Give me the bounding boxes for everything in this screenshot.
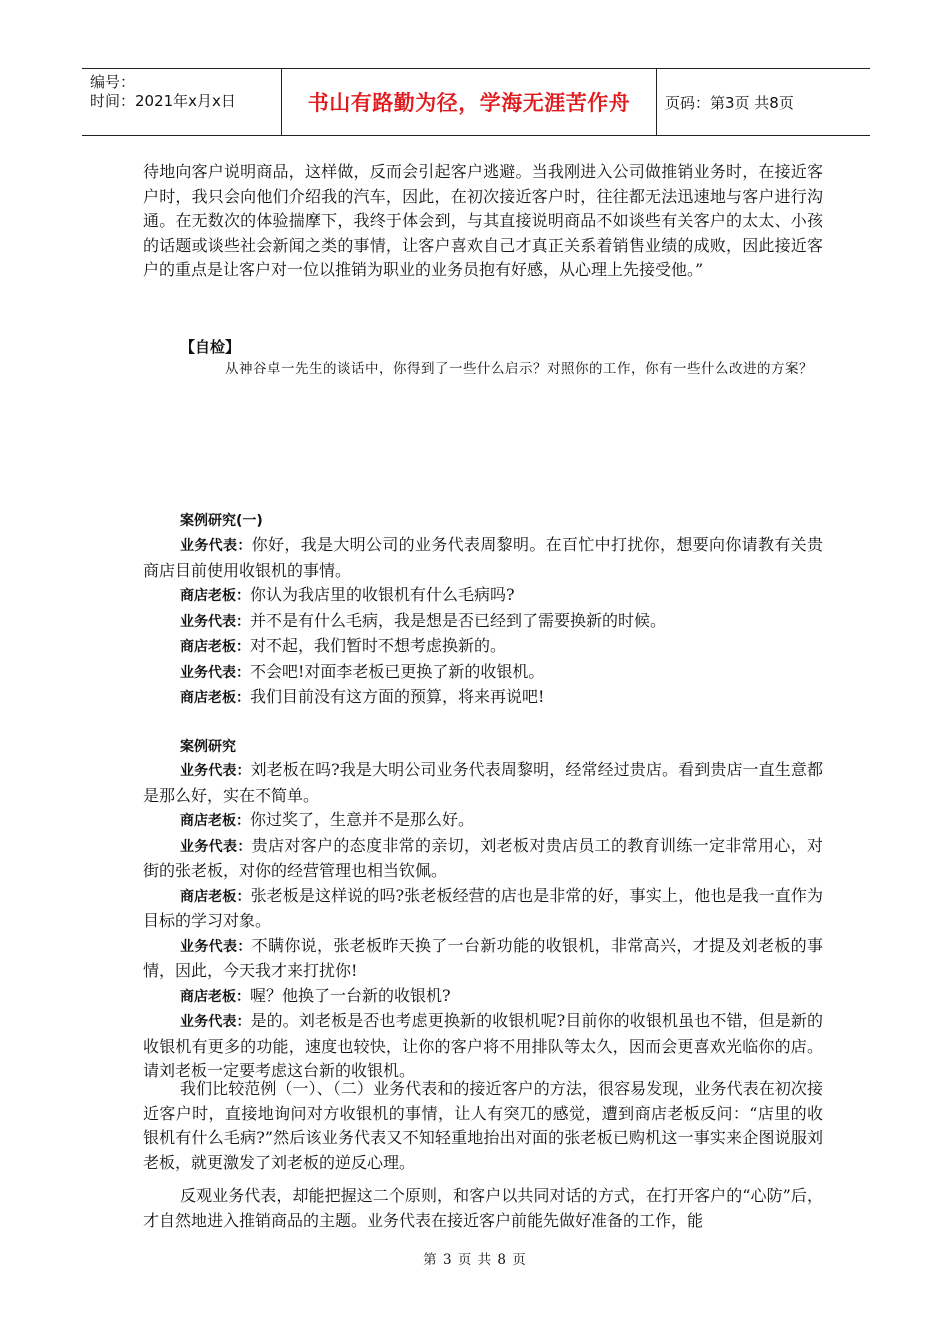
document-number: 编号： <box>90 73 136 91</box>
intro-paragraph: 待地向客户说明商品，这样做，反而会引起客户逃避。当我刚进入公司做推销业务时，在接近客户时，我只会向他们介绍我的汽车，因此，在初次接近客户时，往往都无法迅速地与客户进行沟通。在无数次的体验揣摩下，我终于体会到，与其直接说明商品不如谈些有关客户的太太、小孩的话题或谈些社会新闻之类的事情，让客户喜欢自己才真正关系着销售业绩的成败，因此接近客户的重点是让客户对一位以推销为职业的业务员抱有好感，从心理上先接受他。” <box>143 162 823 279</box>
speaker-label: 业务代表： <box>180 613 250 630</box>
dialogue-line <box>143 634 823 660</box>
dialogue-text: 对不起，我们暂时不想考虑换新的。 <box>250 636 507 655</box>
dialogue-text: 刘老板在吗?我是大明公司业务代表周黎明，经常经过贵店。看到贵店一直生意都是那么好，实在不简单。 <box>143 760 823 805</box>
speaker-label: 业务代表： <box>180 664 250 681</box>
dialogue-line <box>143 583 823 609</box>
speaker-label: 商店老板： <box>180 813 250 829</box>
case2-dialogue <box>143 758 823 1084</box>
header-page-number: 页码：第3页 共8页 <box>665 93 794 112</box>
dialogue-line <box>143 984 823 1010</box>
dialogue-line <box>143 808 823 834</box>
speaker-label: 商店老板： <box>180 639 250 655</box>
document-date: 时间：2021年x月x日 <box>90 92 236 110</box>
dialogue-text: 你好，我是大明公司的业务代表周黎明。在百忙中打扰你，想要向你请教有关贵商店目前使用收银机的事情。 <box>143 535 823 580</box>
dialogue-line <box>143 1009 823 1084</box>
dialogue-line <box>143 758 823 808</box>
dialogue-text: 喔？他换了一台新的收银机? <box>250 985 451 1005</box>
speaker-label: 商店老板： <box>180 888 251 905</box>
dialogue-text: 是的。刘老板是否也考虑更换新的收银机呢?目前你的收银机虽也不错，但是新的收银机有更多的功能，速度也较快，让你的客户将不用排队等太久，因而会更喜欢光临你的店。请刘老板一定要考虑这台新的收银机。 <box>143 1011 823 1080</box>
header-motto: 书山有路勤为径，学海无涯苦作舟 <box>282 69 657 135</box>
speaker-label: 业务代表： <box>180 838 252 855</box>
dialogue-line <box>143 533 823 583</box>
dialogue-line <box>143 934 823 984</box>
dialogue-text: 你认为我店里的收银机有什么毛病吗? <box>250 585 515 604</box>
dialogue-text: 不瞒你说，张老板昨天换了一台新功能的收银机，非常高兴，才提及刘老板的事情，因此，今天我才来打扰你! <box>143 935 823 980</box>
dialogue-text: 你过奖了，生意并不是那么好。 <box>250 810 475 829</box>
speaker-label: 业务代表： <box>180 538 252 554</box>
document-header <box>82 68 870 136</box>
dialogue-line <box>143 609 823 635</box>
dialogue-text: 张老板是这样说的吗?张老板经营的店也是非常的好，事实上，他也是我一直作为目标的学习对象。 <box>143 885 823 930</box>
case2-title: 案例研究 <box>180 739 236 755</box>
speaker-label: 业务代表： <box>180 763 251 779</box>
speaker-label: 业务代表： <box>180 938 252 955</box>
speaker-label: 商店老板： <box>180 988 250 1005</box>
header-meta <box>82 69 282 135</box>
self-check-question: 从神谷卓一先生的谈话中，你得到了一些什么启示？对照你的工作，你有一些什么改进的方案？ <box>225 361 813 377</box>
dialogue-text: 我们目前没有这方面的预算，将来再说吧! <box>250 687 545 706</box>
self-check-title: 【自检】 <box>180 338 241 356</box>
dialogue-line <box>143 834 823 884</box>
speaker-label: 业务代表： <box>180 1014 251 1030</box>
case1-title: 案例研究(一) <box>180 513 263 529</box>
dialogue-line <box>143 660 823 686</box>
analysis-paragraph-1: 我们比较范例（一）、（二）业务代表和的接近客户的方法，很容易发现，业务代表在初次接近客户时，直接地询问对方收银机的事情，让人有突兀的感觉，遭到商店老板反问：“店里的收银机有什么毛病?”然后该业务代表又不知轻重地抬出对面的张老板已购机这一事实来企图说服刘老板，就更激发了刘老板的逆反心理。 <box>143 1079 823 1172</box>
analysis-paragraph-2: 反观业务代表，却能把握这二个原则，和客户以共同对话的方式，在打开客户的“心防”后，才自然地进入推销商品的主题。业务代表在接近客户前能先做好准备的工作，能 <box>143 1186 823 1230</box>
dialogue-line <box>143 884 823 934</box>
page-footer: 第 3 页 共 8 页 <box>423 1252 527 1268</box>
dialogue-line <box>143 685 823 711</box>
case1-dialogue <box>143 533 823 711</box>
dialogue-text: 并不是有什么毛病，我是想是否已经到了需要换新的时候。 <box>250 610 667 630</box>
speaker-label: 商店老板： <box>180 690 250 706</box>
speaker-label: 商店老板： <box>180 588 250 604</box>
dialogue-text: 不会吧!对面李老板已更换了新的收银机。 <box>250 661 545 681</box>
dialogue-text: 贵店对客户的态度非常的亲切，刘老板对贵店员工的教育训练一定非常用心，对街的张老板，对你的经营管理也相当钦佩。 <box>143 835 823 880</box>
